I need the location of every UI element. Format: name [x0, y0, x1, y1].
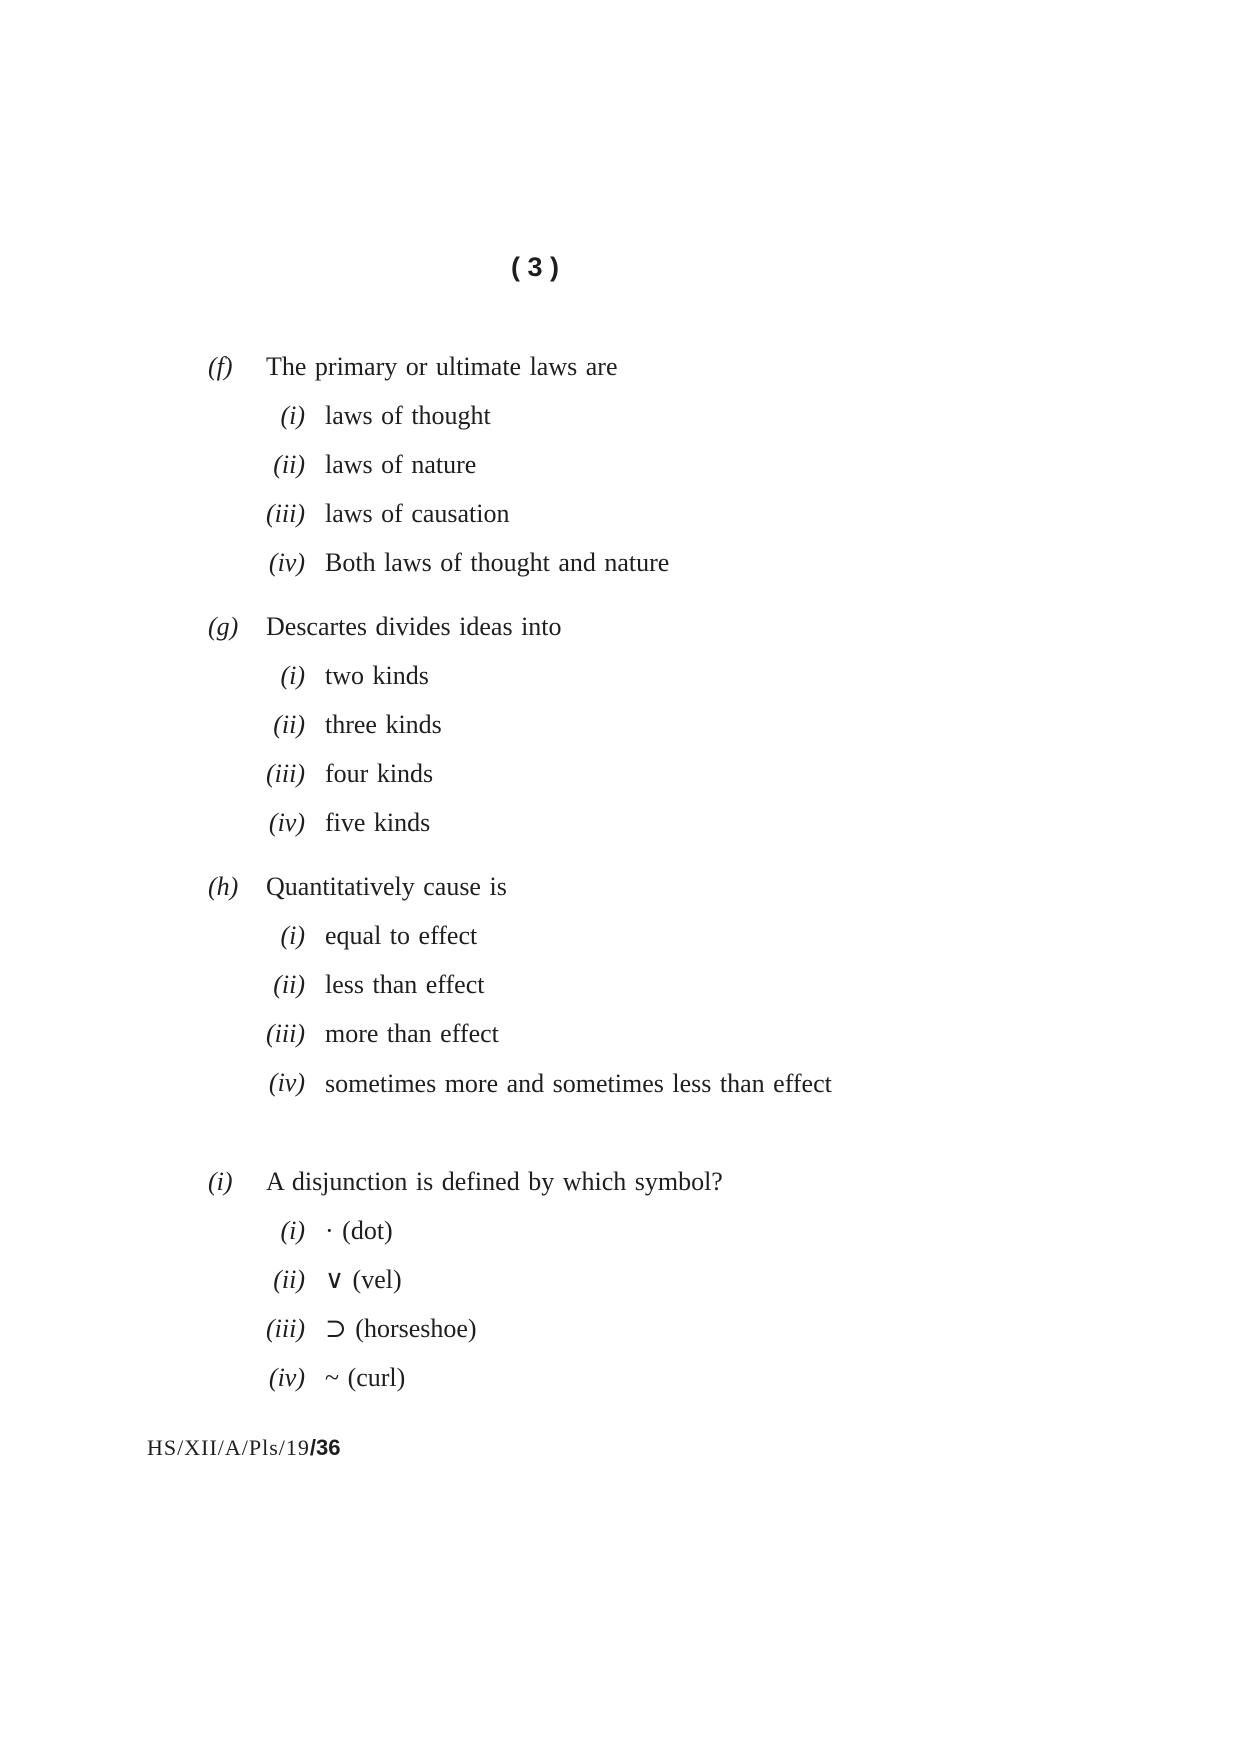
- option-label: (iv): [268, 548, 305, 577]
- question-label: (h): [208, 872, 239, 901]
- option-text: two kinds: [325, 661, 429, 690]
- options-list: [208, 659, 868, 840]
- option-text: Both laws of thought and nature: [325, 548, 670, 577]
- option-text: laws of nature: [325, 450, 477, 479]
- option-label: (iv): [268, 1363, 305, 1392]
- footer-code: [147, 1435, 341, 1461]
- option-label: (i): [280, 921, 305, 950]
- question-label: (g): [208, 612, 239, 641]
- option-item: [208, 1312, 868, 1346]
- option-text: equal to effect: [325, 921, 478, 950]
- option-text: laws of thought: [325, 401, 491, 430]
- option-item: [208, 919, 868, 953]
- option-item: [208, 968, 868, 1002]
- page-number: ( 3 ): [510, 252, 559, 282]
- option-text: ⊃ (horseshoe): [325, 1314, 477, 1343]
- option-item: [208, 1263, 868, 1297]
- question-g: [208, 610, 868, 855]
- option-item: [208, 1361, 868, 1395]
- option-text: · (dot): [325, 1216, 393, 1245]
- question-text: The primary or ultimate laws are: [266, 352, 618, 381]
- question-label: (f): [208, 352, 233, 381]
- option-text: four kinds: [325, 759, 434, 788]
- option-text: sometimes more and sometimes less than effect: [325, 1069, 832, 1098]
- option-label: (ii): [273, 710, 305, 739]
- options-list: [208, 1214, 868, 1395]
- option-label: (i): [280, 661, 305, 690]
- option-item: [208, 757, 868, 791]
- option-text: three kinds: [325, 710, 442, 739]
- question-label: (i): [208, 1167, 233, 1196]
- option-item: [208, 546, 868, 580]
- option-label: (ii): [273, 970, 305, 999]
- option-item: [208, 448, 868, 482]
- question-text: Quantitatively cause is: [266, 872, 507, 901]
- question-i: [208, 1165, 868, 1410]
- question-text: Descartes divides ideas into: [266, 612, 562, 641]
- option-item: [208, 1066, 868, 1102]
- option-text: five kinds: [325, 808, 431, 837]
- option-item: [208, 659, 868, 693]
- option-label: (iii): [266, 499, 305, 528]
- option-label: (iii): [266, 1019, 305, 1048]
- option-item: [208, 1017, 868, 1051]
- option-text: laws of causation: [325, 499, 510, 528]
- option-item: [208, 806, 868, 840]
- option-text: ∨ (vel): [325, 1265, 402, 1294]
- option-label: (iii): [266, 1314, 305, 1343]
- option-text: ~ (curl): [325, 1363, 406, 1392]
- footer-code-plain: HS/XII/A/Pls/19: [147, 1435, 310, 1460]
- option-text: more than effect: [325, 1019, 499, 1048]
- option-label: (iii): [266, 759, 305, 788]
- option-item: [208, 1214, 868, 1248]
- option-label: (i): [280, 1216, 305, 1245]
- question-f: [208, 350, 868, 595]
- option-label: (iv): [268, 808, 305, 837]
- option-label: (ii): [273, 450, 305, 479]
- option-label: (i): [280, 401, 305, 430]
- option-label: (iv): [268, 1068, 305, 1097]
- option-item: [208, 708, 868, 742]
- options-list: [208, 919, 868, 1102]
- option-item: [208, 497, 868, 531]
- option-text: less than effect: [325, 970, 485, 999]
- footer-code-bold: /36: [309, 1435, 341, 1460]
- option-item: [208, 399, 868, 433]
- options-list: [208, 399, 868, 580]
- option-label: (ii): [273, 1265, 305, 1294]
- question-h: [208, 870, 868, 1117]
- question-text: A disjunction is defined by which symbol?: [266, 1167, 723, 1196]
